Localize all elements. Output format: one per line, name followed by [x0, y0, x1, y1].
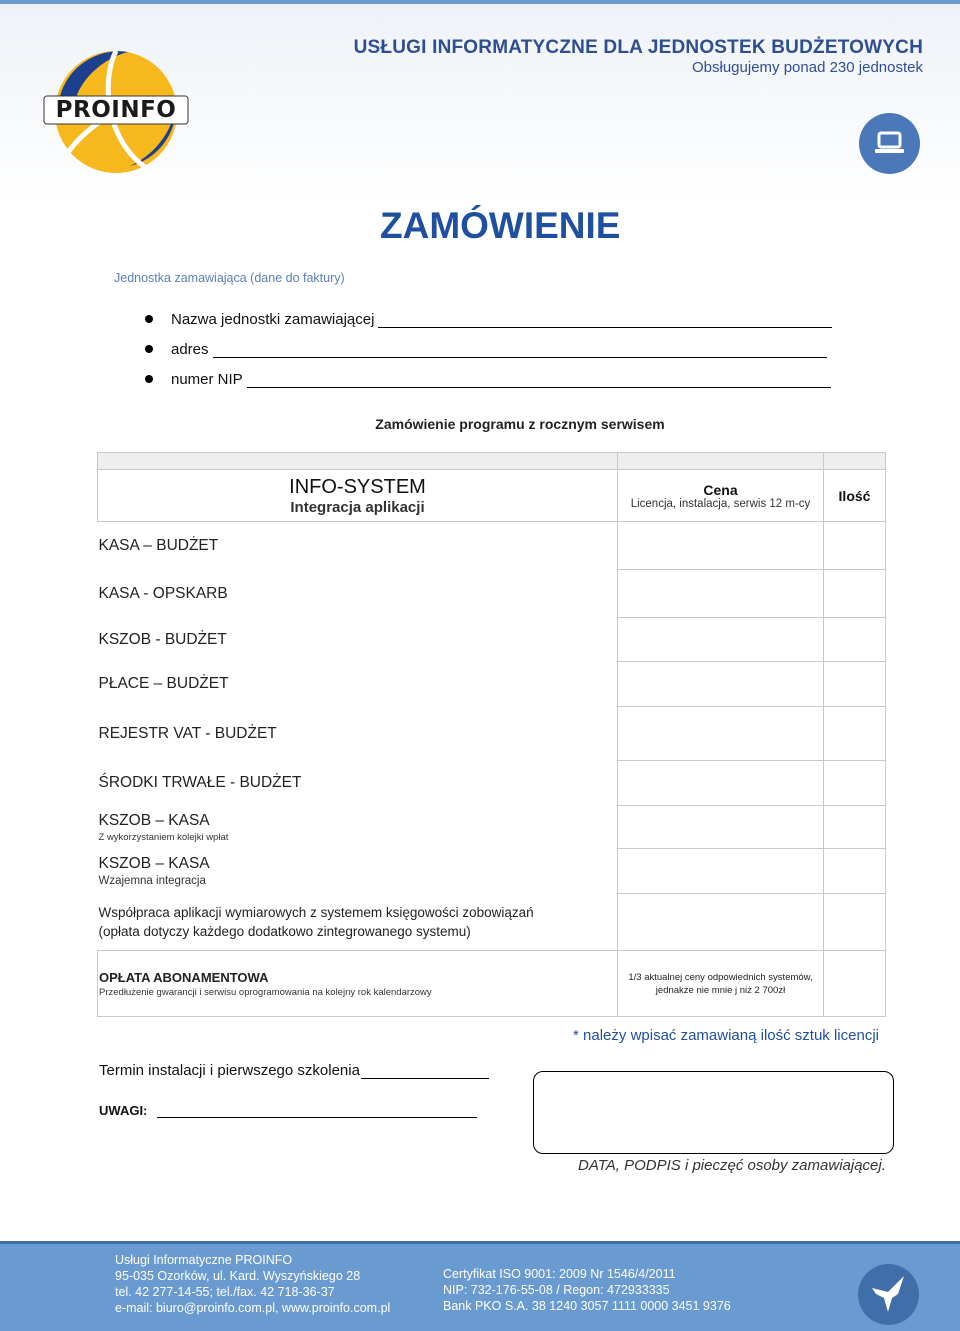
fee-price-line1: 1/3 aktualnej ceny odpowiednich systemów,	[628, 971, 813, 983]
table-row	[98, 618, 886, 662]
price-cell[interactable]	[618, 618, 824, 662]
footer-nip: NIP: 732-176-55-08 / Regon: 472933335	[443, 1283, 670, 1297]
fee-note: Przedłużenie gwarancji i serwisu oprogramowania na kolejny rok kalendarzowy	[99, 986, 432, 998]
product-name: Współpraca aplikacji wymiarowych z systemem księgowości zobowiązań	[98, 904, 534, 920]
field-unit-name[interactable]	[145, 311, 832, 328]
product-cell	[98, 894, 618, 951]
footer-phone: tel. 42 277-14-55; tel./fax. 42 718-36-37	[115, 1285, 335, 1299]
price-cell[interactable]	[618, 522, 824, 570]
product-cell: KASA - OPSKARB	[98, 570, 618, 618]
quantity-note: * należy wpisać zamawianą ilość sztuk licencji	[573, 1027, 879, 1044]
product-name: KSZOB – KASA	[98, 855, 210, 872]
qty-cell[interactable]	[824, 761, 886, 806]
termin-label: Termin instalacji i pierwszego szkolenia	[99, 1062, 360, 1079]
header-product	[98, 470, 618, 522]
table-row	[98, 894, 886, 951]
fill-line[interactable]	[378, 311, 832, 328]
fee-name: OPŁATA ABONAMENTOWA	[99, 969, 269, 985]
price-cell[interactable]	[618, 707, 824, 761]
product-cell: KSZOB - BUDŻET	[98, 618, 618, 662]
table-row	[98, 849, 886, 894]
price-cell[interactable]	[618, 806, 824, 849]
product-cell	[98, 806, 618, 849]
table-row	[98, 806, 886, 849]
table-row-fee	[98, 951, 886, 1017]
table-row	[98, 707, 886, 761]
qty-cell[interactable]	[824, 570, 886, 618]
qty-cell[interactable]	[824, 522, 886, 570]
signature-caption: DATA, PODPIS i pieczęć osoby zamawiającej.	[578, 1157, 886, 1174]
header-product-sub: Integracja aplikacji	[290, 498, 425, 516]
header-price-label: Cena	[703, 481, 738, 498]
footer-registration	[443, 1266, 731, 1314]
product-note: Wzajemna integracja	[98, 875, 206, 887]
product-name: KSZOB – KASA	[98, 811, 210, 829]
product-cell: PŁACE – BUDŻET	[98, 662, 618, 707]
signature-box[interactable]	[533, 1071, 894, 1154]
product-cell	[98, 849, 618, 894]
field-uwagi[interactable]	[99, 1101, 477, 1118]
fill-line[interactable]	[361, 1062, 489, 1079]
company-title: USŁUGI INFORMATYCZNE DLA JEDNOSTEK BUDŻETOWYCH	[353, 37, 923, 58]
table-row	[98, 662, 886, 707]
header-price-sub: Licencja, instalacja, serwis 12 m-cy	[630, 497, 811, 510]
table-row	[98, 761, 886, 806]
qty-cell[interactable]	[824, 618, 886, 662]
header-qty: Ilość	[824, 470, 886, 522]
field-termin[interactable]	[99, 1062, 489, 1079]
qty-cell[interactable]	[824, 662, 886, 707]
footer-address: 95-035 Ozorków, ul. Kard. Wyszyńskiego 28	[115, 1269, 361, 1283]
product-note: Z wykorzystaniem kolejki wpłat	[98, 831, 229, 843]
table-row	[98, 570, 886, 618]
uwagi-label: UWAGI:	[99, 1103, 148, 1118]
laptop-icon	[859, 113, 920, 174]
price-cell[interactable]	[618, 849, 824, 894]
header-price	[618, 470, 824, 522]
footer-company: Usługi Informatyczne PROINFO	[115, 1253, 293, 1267]
field-label: adres	[171, 341, 209, 358]
price-cell[interactable]	[618, 761, 824, 806]
table-header-row	[98, 470, 886, 522]
price-cell[interactable]	[618, 570, 824, 618]
price-cell[interactable]	[618, 662, 824, 707]
page-title: ZAMÓWIENIE	[380, 205, 621, 246]
field-label: numer NIP	[171, 371, 243, 388]
client-caption: Jednostka zamawiająca (dane do faktury)	[114, 271, 345, 285]
qty-cell[interactable]	[824, 951, 886, 1017]
price-cell[interactable]	[618, 894, 824, 951]
table-row	[98, 522, 886, 570]
product-note: (opłata dotyczy każdego dodatkowo zintegrowanego systemu)	[98, 923, 471, 939]
header-product-name: INFO-SYSTEM	[289, 475, 426, 498]
fill-line[interactable]	[247, 371, 831, 388]
qty-cell[interactable]	[824, 806, 886, 849]
bullet	[145, 375, 153, 383]
fill-line[interactable]	[213, 341, 827, 358]
order-subtitle: Zamówienie programu z rocznym serwisem	[375, 416, 665, 432]
footer-bank: Bank PKO S.A. 38 1240 3057 1111 0000 3451 9376	[443, 1299, 731, 1313]
fee-cell	[98, 951, 618, 1017]
table-header-strip	[98, 453, 886, 470]
product-cell: ŚRODKI TRWAŁE - BUDŻET	[98, 761, 618, 806]
fee-price-cell	[618, 951, 824, 1017]
fee-price-line2: jednakże nie mnie j niż 2 700zł	[655, 984, 786, 996]
qty-cell[interactable]	[824, 894, 886, 951]
hummingbird-icon	[858, 1264, 919, 1325]
qty-cell[interactable]	[824, 849, 886, 894]
bullet	[145, 315, 153, 323]
field-nip[interactable]	[145, 371, 831, 388]
footer-email: e-mail: biuro@proinfo.com.pl, www.proinfo.com.pl	[115, 1301, 391, 1315]
footer-certificate: Certyfikat ISO 9001: 2009 Nr 1546/4/2011	[443, 1267, 676, 1281]
bullet	[145, 345, 153, 353]
field-label: Nazwa jednostki zamawiającej	[171, 311, 375, 328]
footer-contact	[115, 1252, 390, 1316]
qty-cell[interactable]	[824, 707, 886, 761]
field-address[interactable]	[145, 341, 827, 358]
company-subtitle: Obsługujemy ponad 230 jednostek	[692, 59, 923, 76]
fill-line[interactable]	[157, 1101, 477, 1118]
product-cell: REJESTR VAT - BUDŻET	[98, 707, 618, 761]
logo-text: PROINFO	[55, 97, 177, 123]
product-cell: KASA – BUDŻET	[98, 522, 618, 570]
order-table	[97, 452, 886, 1017]
